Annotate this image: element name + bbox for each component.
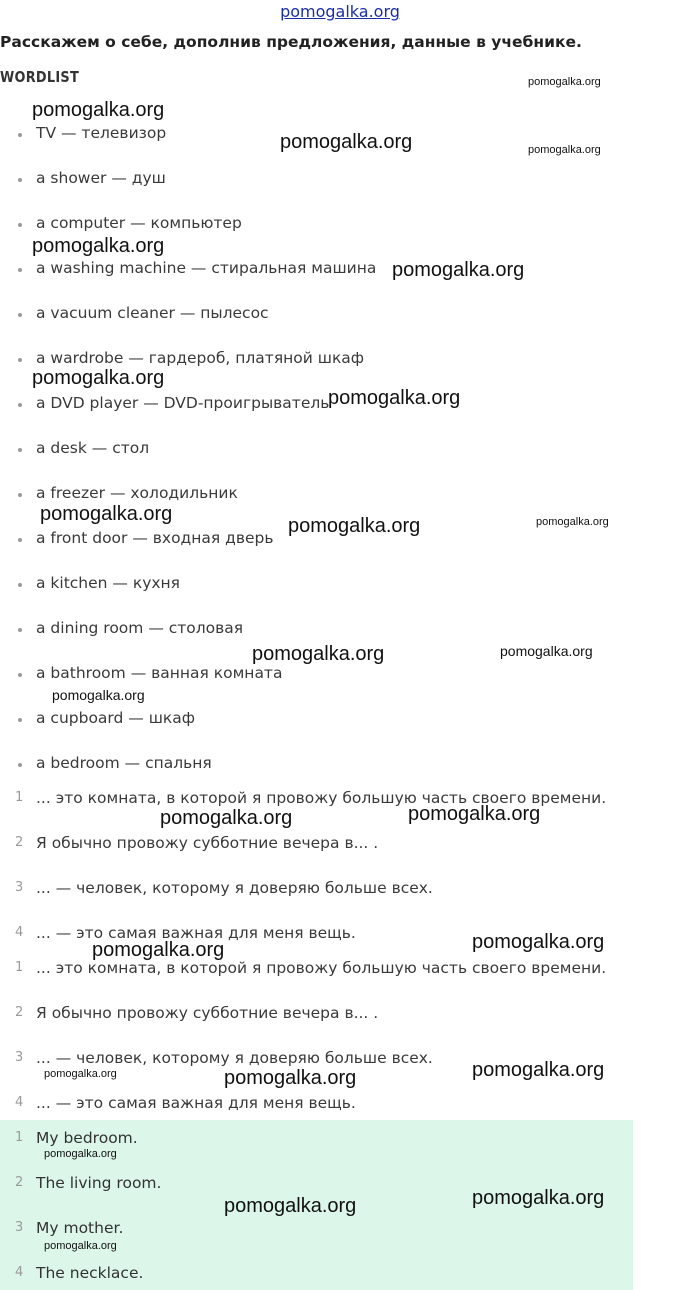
- bullet-icon: [18, 403, 22, 407]
- bullet-icon: [18, 268, 22, 272]
- watermark: pomogalka.org: [44, 1148, 117, 1160]
- bullet-icon: [18, 583, 22, 587]
- item-number: 1: [15, 960, 24, 975]
- watermark: pomogalka.org: [528, 144, 601, 156]
- item-number: 3: [15, 1220, 24, 1235]
- watermark: pomogalka.org: [252, 643, 385, 665]
- bullet-icon: [18, 763, 22, 767]
- task-title: Расскажем о себе, дополнив предложения, данные в учебнике.: [0, 33, 582, 51]
- answers-block: 1 My bedroom. 2 The living room. 3 My mother. 4 The necklace.: [0, 1120, 633, 1290]
- site-header-link[interactable]: pomogalka.org: [280, 2, 400, 21]
- wordlist-heading: WORDLIST: [0, 68, 80, 86]
- watermark: pomogalka.org: [500, 643, 593, 659]
- item-number: 2: [15, 835, 24, 850]
- watermark: pomogalka.org: [92, 939, 225, 961]
- item-number: 2: [15, 1175, 24, 1190]
- bullet-icon: [18, 673, 22, 677]
- watermark: pomogalka.org: [32, 235, 165, 257]
- bullet-icon: [18, 493, 22, 497]
- item-number: 3: [15, 880, 24, 895]
- bullet-icon: [18, 358, 22, 362]
- bullet-icon: [18, 628, 22, 632]
- watermark: pomogalka.org: [536, 516, 609, 528]
- watermark: pomogalka.org: [472, 931, 605, 953]
- watermark: pomogalka.org: [40, 503, 173, 525]
- watermark: pomogalka.org: [472, 1187, 605, 1209]
- item-number: 2: [15, 1005, 24, 1020]
- bullet-icon: [18, 718, 22, 722]
- watermark: pomogalka.org: [52, 687, 145, 703]
- bullet-icon: [18, 448, 22, 452]
- watermark: pomogalka.org: [224, 1195, 357, 1217]
- watermark: pomogalka.org: [160, 807, 293, 829]
- item-number: 4: [15, 925, 24, 940]
- watermark: pomogalka.org: [392, 259, 525, 281]
- watermark: pomogalka.org: [408, 803, 541, 825]
- bullet-icon: [18, 133, 22, 137]
- watermark: pomogalka.org: [280, 131, 413, 153]
- item-number: 4: [15, 1265, 24, 1280]
- watermark: pomogalka.org: [328, 387, 461, 409]
- watermark: pomogalka.org: [224, 1067, 357, 1089]
- item-number: 3: [15, 1050, 24, 1065]
- watermark: pomogalka.org: [528, 76, 601, 88]
- watermark: pomogalka.org: [288, 515, 421, 537]
- watermark: pomogalka.org: [44, 1068, 117, 1080]
- item-number: 1: [15, 1130, 24, 1145]
- item-number: 4: [15, 1095, 24, 1110]
- bullet-icon: [18, 538, 22, 542]
- watermark: pomogalka.org: [32, 367, 165, 389]
- watermark: pomogalka.org: [472, 1059, 605, 1081]
- bullet-icon: [18, 178, 22, 182]
- bullet-icon: [18, 313, 22, 317]
- watermark: pomogalka.org: [32, 99, 165, 121]
- watermark: pomogalka.org: [44, 1240, 117, 1252]
- bullet-icon: [18, 223, 22, 227]
- item-number: 1: [15, 790, 24, 805]
